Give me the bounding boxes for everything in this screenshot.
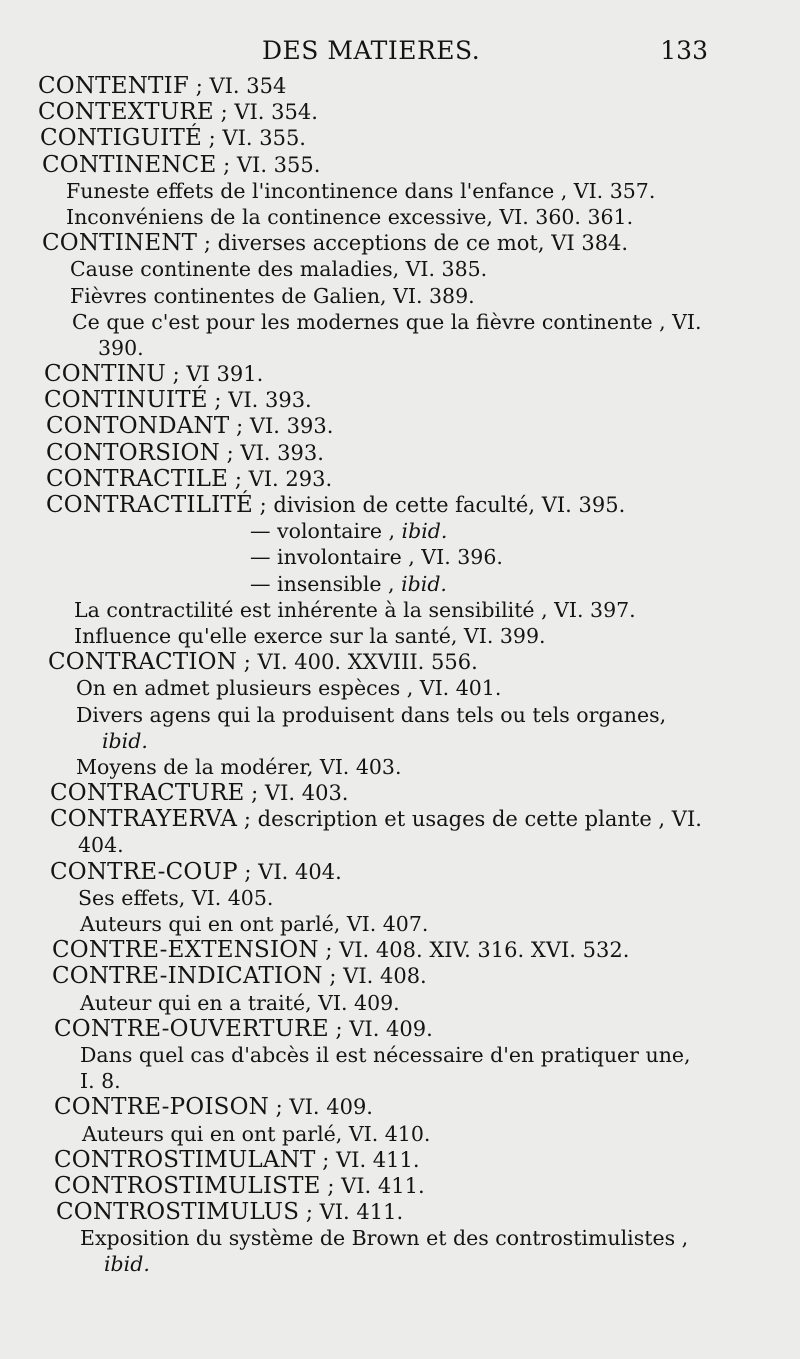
- index-term: CONTROSTIMULUS: [56, 1199, 300, 1226]
- index-entry: [0, 125, 800, 151]
- index-reference: 390.: [98, 335, 144, 360]
- index-entry: [0, 937, 800, 963]
- index-subentry: [0, 1121, 800, 1147]
- index-reference: — insensible ,: [250, 571, 402, 596]
- index-subentry-dash: [0, 571, 800, 597]
- index-reference: Exposition du système de Brown et des controstimulistes ,: [80, 1226, 689, 1251]
- index-term: CONTRE-OUVERTURE: [54, 1015, 329, 1042]
- index-reference: Auteur qui en a traité, VI. 409.: [80, 990, 400, 1015]
- index-subentry: [0, 178, 800, 204]
- index-reference: ; diverses acceptions de ce mot, VI 384.: [197, 231, 629, 256]
- index-term: CONTENTIF: [38, 73, 190, 99]
- index-term: CONTRACTILE: [46, 465, 229, 492]
- index-reference: ; VI. 408. XIV. 316. XVI. 532.: [318, 938, 630, 963]
- index-reference: ; VI. 411.: [320, 1173, 425, 1198]
- index-reference: ; VI. 354: [189, 74, 287, 98]
- index-term: CONTEXTURE: [38, 99, 214, 126]
- index-reference: Inconvéniens de la continence excessive, VI. 360. 361.: [66, 204, 634, 229]
- index-reference: ; VI. 411.: [299, 1200, 404, 1225]
- index-entry: [0, 859, 800, 885]
- index-reference: ; VI. 403.: [244, 781, 349, 806]
- ibid-reference: ibid.: [401, 519, 448, 544]
- index-term: CONTIGUITÉ: [40, 125, 202, 152]
- index-entry: [0, 230, 800, 256]
- index-reference: Moyens de la modérer, VI. 403.: [76, 754, 402, 779]
- index-entry: [0, 466, 800, 492]
- index-reference: ; VI. 355.: [216, 152, 321, 177]
- index-reference: Auteurs qui en ont parlé, VI. 407.: [80, 912, 429, 936]
- index-entry: [0, 649, 800, 675]
- index-term: CONTINUITÉ: [44, 387, 208, 414]
- index-reference: ; VI. 404.: [237, 859, 342, 884]
- index-subentry: [0, 309, 800, 335]
- index-continuation: [0, 832, 800, 858]
- index-reference: ; VI. 354.: [213, 100, 318, 125]
- index-entry: [0, 99, 800, 125]
- index-reference: Ses effets, VI. 405.: [78, 885, 274, 910]
- index-reference: ; VI. 408.: [322, 964, 427, 989]
- index-reference: ; VI. 393.: [219, 440, 324, 465]
- index-continuation: [0, 728, 800, 754]
- index-term: CONTRACTION: [48, 649, 238, 676]
- index-entry: [0, 806, 800, 832]
- index-reference: ; VI. 411.: [315, 1147, 420, 1172]
- index-subentry: [0, 990, 800, 1016]
- index-reference: Ce que c'est pour les modernes que la fièvre continente , VI.: [72, 309, 702, 334]
- index-term: CONTRE-EXTENSION: [52, 937, 319, 964]
- index-continuation: [0, 1251, 800, 1277]
- index-reference: Fièvres continentes de Galien, VI. 389.: [70, 283, 475, 308]
- index-reference: ; VI. 293.: [228, 466, 333, 491]
- index-term: CONTONDANT: [46, 413, 230, 440]
- index-subentry-dash: [0, 518, 800, 544]
- index-subentry-dash: [0, 544, 800, 570]
- index-reference: Influence qu'elle exerce sur la santé, VI. 399.: [74, 623, 546, 648]
- index-reference: On en admet plusieurs espèces , VI. 401.: [76, 676, 502, 701]
- ibid-reference: ibid.: [102, 728, 148, 753]
- index-entry: [0, 1016, 800, 1042]
- index-term: CONTINENCE: [42, 151, 217, 178]
- index-subentry: [0, 911, 800, 937]
- index-entry: [0, 1173, 800, 1199]
- index-subentry: [0, 675, 800, 701]
- index-reference: I. 8.: [80, 1069, 121, 1094]
- index-entry: [0, 152, 800, 178]
- index-subentry: [0, 885, 800, 911]
- ibid-reference: ibid.: [104, 1252, 150, 1277]
- index-reference: Cause continente des maladies, VI. 385.: [70, 257, 488, 282]
- index-reference: — volontaire ,: [250, 519, 402, 544]
- page-header: [0, 36, 800, 70]
- index-reference: ; division de cette faculté, VI. 395.: [252, 493, 626, 517]
- index-reference: ; VI. 393.: [207, 388, 312, 413]
- index-entry: [0, 780, 800, 806]
- index-continuation: [0, 1068, 800, 1094]
- index-reference: 404.: [78, 833, 124, 858]
- index-subentry: [0, 256, 800, 282]
- index-term: CONTINENT: [42, 230, 198, 257]
- running-title: DES MATIERES.: [262, 36, 481, 65]
- index-reference: ; description et usages de cette plante , VI.: [237, 807, 702, 832]
- index-entries: [0, 73, 800, 1278]
- index-reference: Divers agens qui la produisent dans tels ou tels organes,: [76, 702, 667, 727]
- index-entry: [0, 413, 800, 439]
- index-reference: Auteurs qui en ont parlé, VI. 410.: [82, 1121, 431, 1146]
- index-entry: [0, 387, 800, 413]
- index-term: CONTRAYERVA: [50, 806, 238, 833]
- index-reference: Funeste effets de l'incontinence dans l'enfance , VI. 357.: [66, 178, 656, 203]
- index-subentry: [0, 754, 800, 780]
- index-term: CONTORSION: [46, 439, 220, 466]
- index-subentry: [0, 1042, 800, 1068]
- index-subentry: [0, 204, 800, 230]
- index-term: CONTRACTURE: [50, 780, 245, 807]
- index-term: CONTRE-POISON: [54, 1094, 269, 1121]
- index-entry: [0, 492, 800, 518]
- index-term: CONTRE-COUP: [50, 858, 238, 885]
- index-reference: La contractilité est inhérente à la sensibilité , VI. 397.: [74, 597, 636, 622]
- index-reference: ; VI. 400. XXVIII. 556.: [237, 650, 478, 675]
- index-reference: ; VI. 393.: [229, 414, 334, 439]
- ibid-reference: ibid.: [401, 571, 447, 596]
- index-reference: ; VI. 355.: [201, 126, 306, 151]
- index-entry: [0, 1147, 800, 1173]
- index-reference: ; VI 391.: [165, 362, 264, 387]
- page-number: 133: [660, 36, 708, 65]
- index-reference: ; VI. 409.: [268, 1095, 373, 1120]
- index-term: CONTINU: [44, 361, 166, 388]
- index-entry: [0, 1199, 800, 1225]
- index-subentry: [0, 597, 800, 623]
- index-entry: [0, 963, 800, 989]
- index-entry: [0, 361, 800, 387]
- index-continuation: [0, 335, 800, 361]
- index-reference: ; VI. 409.: [328, 1016, 433, 1041]
- index-subentry: [0, 702, 800, 728]
- index-term: CONTRACTILITÉ: [46, 492, 253, 518]
- index-term: CONTRE-INDICATION: [52, 963, 323, 990]
- index-reference: Dans quel cas d'abcès il est nécessaire d'en pratiquer une,: [80, 1042, 691, 1067]
- index-entry: [0, 73, 800, 99]
- index-subentry: [0, 623, 800, 649]
- index-entry: [0, 1094, 800, 1120]
- index-reference: — involontaire , VI. 396.: [250, 545, 503, 570]
- index-subentry: [0, 283, 800, 309]
- index-entry: [0, 440, 800, 466]
- index-subentry: [0, 1225, 800, 1251]
- index-term: CONTROSTIMULANT: [54, 1146, 316, 1173]
- index-term: CONTROSTIMULISTE: [54, 1172, 321, 1199]
